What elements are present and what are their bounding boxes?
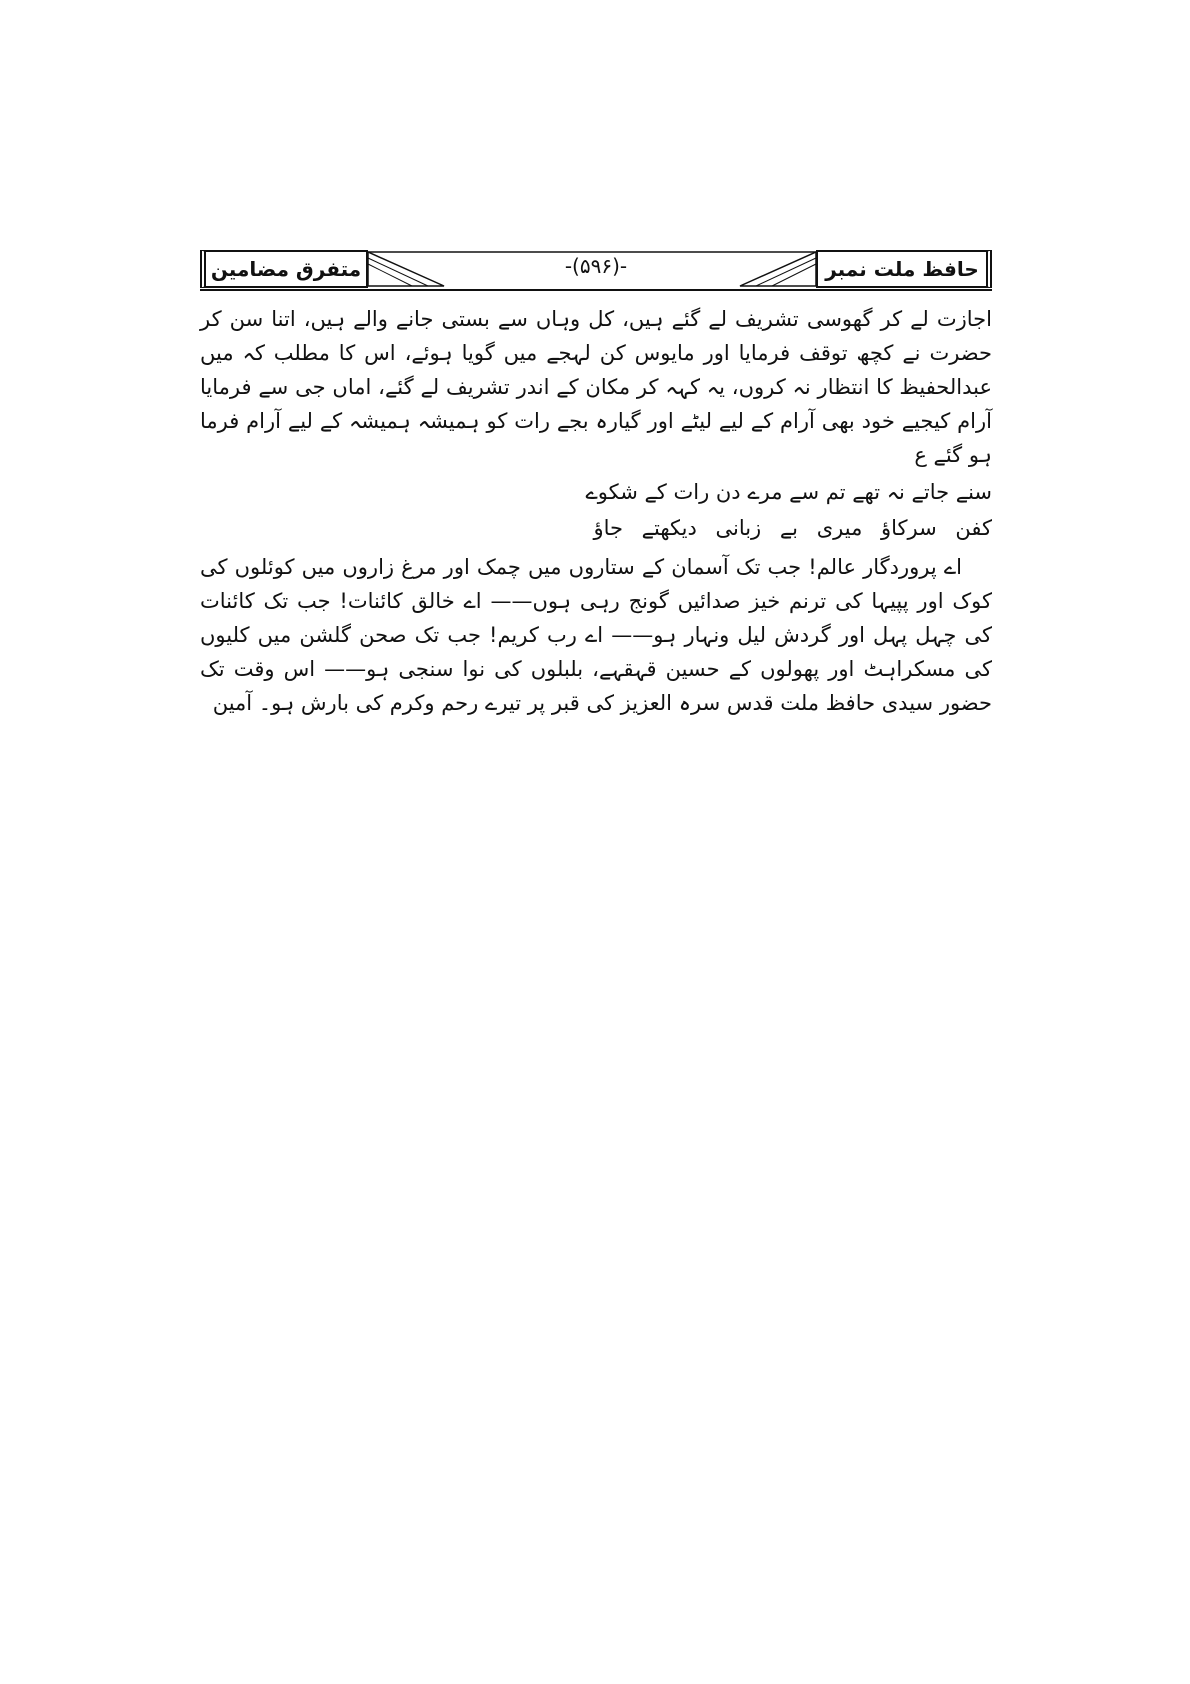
poem-line-2: کفن سرکاؤ میری بے زبانی دیکھتے جاؤ [593,516,992,540]
page-number: -(۵۹۶)- [564,254,628,278]
page-header [200,250,992,292]
body-text [200,302,992,720]
poem-line-1: سنے جاتے نہ تھے تم سے مرے دن رات کے شکوے [585,480,992,504]
paragraph-1: اجازت لے کر گھوسی تشریف لے گئے ہیں، کل وہاں سے بستی جانے والے ہیں، اتنا سن کر حضرت نے کچھ توقف فرمایا اور مایوس کن لہجے میں گویا ہوئے، اس کا مطلب کہ میں عبدالحفیظ کا انتظار نہ کروں، یہ کہہ کر مکان کے اندر تشریف لے گئے، اماں جی سے فرمایا آرام کیجیے خود بھی آرام کے لیے لیٹے اور گیارہ بجے رات کو ہمیشہ ہمیشہ کے لیے آرام فرما ہو گئے ع [200,307,992,467]
running-title: حافظ ملت نمبر [825,257,979,281]
paragraph-2: اے پروردگار عالم! جب تک آسمان کے ستاروں میں چمک اور مرغ زاروں میں کوئلوں کی کوک اور پپیہا کی ترنم خیز صدائیں گونج رہی ہوں—— اے خالق کائنات! جب تک کائنات کی چہل پہل اور گردش لیل ونہار ہو—— اے رب کریم! جب تک صحن گلشن میں کلیوں کی مسکراہٹ اور پھولوں کے حسین قہقہے، بلبلوں کی نوا سنجی ہو—— اس وقت تک حضور سیدی حافظ ملت قدس سرہ العزیز کی قبر پر تیرے رحم وکرم کی بارش ہو۔ آمین [200,555,992,715]
section-title-box [200,250,368,288]
poem-couplet [200,474,992,546]
section-title: متفرق مضامین [210,257,362,281]
